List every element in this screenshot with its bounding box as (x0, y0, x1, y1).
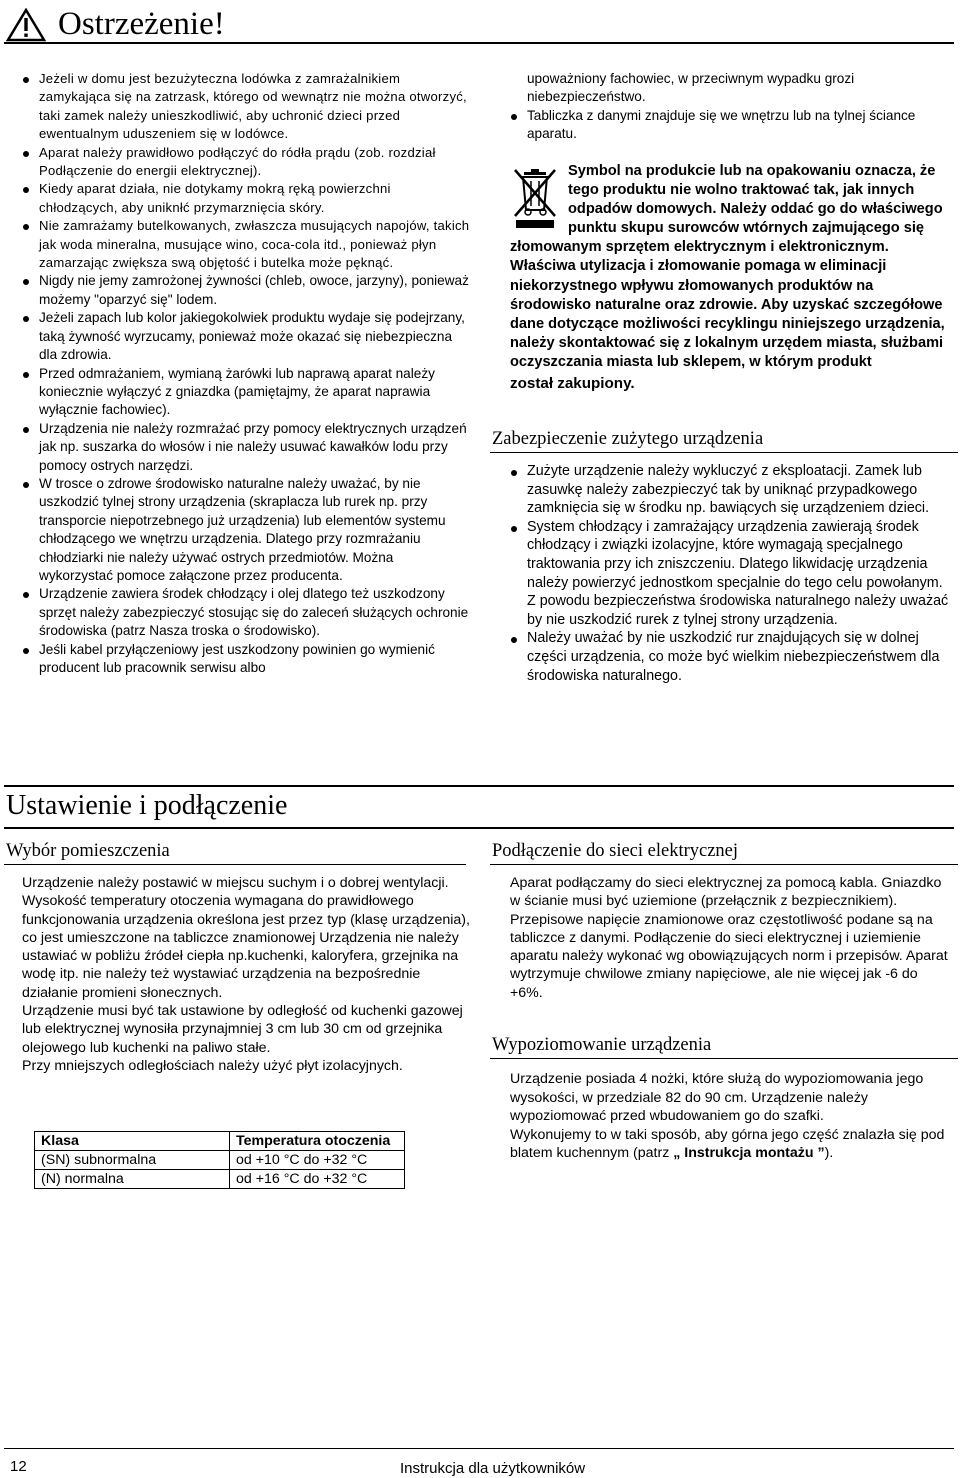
table-header: Klasa (35, 1132, 230, 1151)
list-item: Jeżeli w domu jest bezużyteczna lodówka z zamrażalnikiem zamykająca się na zatrzask, którego od wewnątrz nie można otworzyć, taki zamek należy unieszkodliwić, aby uchronić dzieci przed ewentualnym uduszeniem się w lodówce. (22, 70, 470, 144)
warning-header (4, 4, 954, 44)
crossed-bin-icon (512, 166, 558, 230)
paragraph (510, 1126, 950, 1163)
warning-triangle-icon (6, 8, 46, 42)
warning-right-column (510, 70, 950, 144)
disposal-heading (490, 426, 958, 453)
paragraph: Wysokość temperatury otoczenia wymagana do prawidłowego funkcjonowania urządzenia określona jest przez typ (klasę urządzenia), co jest umieszczone na tabliczce znamionowej Urządzenia nie należy ustawiać w pobliżu źródeł ciepła np.kuchenki, kaloryfera, grzejnika na wodę itp. nie należy też wystawiać urządzenia na bezpośrednie działanie promieni słonecznych. (22, 893, 470, 1001)
room-heading-text: Wybór pomieszczenia (6, 841, 170, 861)
table-row (35, 1170, 405, 1189)
list-item: Nigdy nie jemy zamrożonej żywności (chleb, owoce, jarzyny), ponieważ możemy "oparzyć się" lodem. (22, 272, 470, 309)
leveling-heading-text: Wypoziomowanie urządzenia (492, 1035, 712, 1055)
list-item-text: System chłodzący i zamrażający urządzenia zawierają środek chłodzący i związki izolacyjne, które wymagają specjalnego traktowania przy ich zniszczeniu. Dlatego likwidację urządzenia należy powierzyć jednostkom specjalnie do tego celu powołanym. (527, 518, 943, 591)
paragraph: Aparat podłączamy do sieci elektrycznej za pomocą kabla. Gniazdko w ścianie musi być uziemione (przełącznik z bezpiecznikiem). (510, 875, 942, 910)
manual-reference: „ Instrukcja montażu ” (673, 1145, 825, 1162)
list-item: Przed odmrażaniem, wymianą żarówki lub naprawą aparat należy koniecznie wyłączyć z gniazdka (pamiętajmy, że aparat naprawia wyłącznie fachowiec). (22, 365, 470, 420)
paragraph: Urządzenie należy postawić w miejscu suchym i o dobrej wentylacji. (22, 875, 449, 891)
room-heading (4, 838, 466, 865)
table-header: Temperatura otoczenia (230, 1132, 405, 1151)
page-number: 12 (10, 1458, 27, 1475)
paragraph: Przy mniejszych odległościach należy użyć płyt izolacyjnych. (22, 1057, 403, 1074)
list-item: W trosce o zdrowe środowisko naturalne należy uważać, by nie uszkodzić tylnej strony urządzenia (skraplacza lub rurek np. przy transporcie niepotrzebnego już urządzenia) lub elementów systemu chłodzącego we wnętrzu urządzenia. Dlatego przy rozmrażaniu chłodziarki nie należy używać ostrych przedmiotów. Można wykorzystać pomoce załączone przez producenta. (22, 475, 470, 585)
list-item: Urządzenie zawiera środek chłodzący i olej dlatego też uszkodzony sprzęt należy zabezpieczyć stosując się do zaleceń służących ochronie środowiska (patrz Nasza troska o środowisko). (22, 585, 470, 640)
list-item: Aparat należy prawidłowo podłączyć do ródła prądu (zob. rozdział Podłączenie do energii elektrycznej). (22, 144, 470, 181)
setup-heading (4, 785, 954, 829)
footer-title: Instrukcja dla użytkowników (400, 1460, 586, 1477)
warning-left-column (22, 70, 470, 677)
room-text (22, 874, 472, 1075)
weee-notice (510, 162, 950, 396)
continued-text: upoważniony fachowiec, w przeciwnym wypadku grozi niebezpieczeństwo. (527, 71, 855, 105)
paragraph: Urządzenie posiada 4 nożki, które służą do wypoziomowania jego wysokości, w przedziale 82 do 90 cm. Urządzenie należy wypoziomować przed wbudowaniem go do szafki. (510, 1071, 924, 1125)
list-item-extra: Z powodu bezpieczeństwa środowiska naturalnego należy uważać by nie uszkodzić rurek z tylnej strony urządzenia. (527, 593, 949, 628)
table-header-row (35, 1132, 405, 1151)
electrical-text (510, 874, 950, 1002)
climate-class-table (34, 1131, 405, 1189)
footer-divider (4, 1448, 954, 1449)
table-cell: od +16 °C do +32 °C (230, 1170, 405, 1189)
list-item: Jeżeli zapach lub kolor jakiegokolwiek produktu wydaje się podejrzany, taką żywność wyrzucamy, ponieważ może okazać się niebezpieczna dla zdrowia. (22, 309, 470, 364)
electrical-heading (490, 838, 958, 865)
paragraph-text-end: ). (824, 1145, 834, 1162)
weee-text: Symbol na produkcie lub na opakowaniu oznacza, że tego produktu nie wolno traktować tak, jak innych odpadów domowych. Należy oddać go do właściwego punktu skupu surowców wtórnych zajmującego się złomowanym sprzętem elektrycznym i elektronicznym. Właściwa utylizacja i złomowanie pomaga w eliminacji niekorzystnego wpływu złomowanych produktów na środowisko naturalne oraz zdrowie. Aby uzyskać szczegółowe dane dotyczące możliwości recyklingu niniejszego urządzenia, należy skontaktować się z lokalnym urzędem miasta, służbami oczyszczania miasta lub sklepem, w którym produkt (510, 163, 945, 370)
list-item: Tabliczka z danymi znajduje się we wnętrzu lub na tylnej ściance aparatu. (510, 107, 950, 144)
disposal-list (510, 462, 950, 685)
setup-heading-text: Ustawienie i podłączenie (6, 790, 288, 821)
table-cell: (N) normalna (35, 1170, 230, 1189)
list-item: Nie zamrażamy butelkowanych, zwłaszcza musujących napojów, takich jak woda mineralna, musujące wino, coca-cola itd., ponieważ płyn zamarzając zwiększa swą objętość i butelka może pęknąć. (22, 217, 470, 272)
leveling-heading (490, 1032, 958, 1059)
table-cell: od +10 °C do +32 °C (230, 1151, 405, 1170)
paragraph: Urządzenie musi być tak ustawione by odległość od kuchenki gazowej lub elektrycznej wynosiła przynajmniej 3 cm lub 30 cm od grzejnika olejowego lub kuchenki na paliwo stałe. (22, 1003, 463, 1056)
disposal-heading-text: Zabezpieczenie zużytego urządzenia (492, 429, 764, 449)
leveling-text (510, 1070, 950, 1163)
list-item: Jeśli kabel przyłączeniowy jest uszkodzony powinien go wymienić producent lub pracownik serwisu albo (22, 641, 470, 678)
warning-title: Ostrzeżenie! (58, 6, 225, 42)
weee-text-end: został zakupiony. (510, 375, 635, 393)
list-item: Należy uważać by nie uszkodzić rur znajdujących się w dolnej części urządzenia, co może być wielkim niebezpieczeństwem dla środowiska naturalnego. (510, 629, 950, 685)
paragraph: Przepisowe napięcie znamionowe oraz częstotliwość podane są na tabliczce z danymi. Podłączenie do sieci elektrycznej i uziemienie aparatu należy wykonać wg obowiązujących norm i przepisów. Aparat wytrzymuje chwilowe zmiany napięciowe, ale nie więcej jak -6 do +6%. (510, 911, 948, 1001)
list-item: Zużyte urządzenie należy wykluczyć z eksploatacji. Zamek lub zasuwkę należy zabezpieczyć tak by uniknąć przypadkowego zamknięcia się w środku np. bawiących się urządzeniem dzieci. (510, 462, 950, 518)
electrical-heading-text: Podłączenie do sieci elektrycznej (492, 841, 739, 861)
table-row (35, 1151, 405, 1170)
list-item (510, 518, 950, 630)
paragraph-text: Wykonujemy to w taki sposób, aby górna jego część znalazła się pod blatem kuchennym (patrz (510, 1126, 945, 1162)
list-item: Urządzenia nie należy rozmrażać przy pomocy elektrycznych urządzeń jak np. suszarka do włosów i nie należy usuwać kawałków lodu przy pomocy ostrych narzędzi. (22, 420, 470, 475)
table-cell: (SN) subnormalna (35, 1151, 230, 1170)
list-item: Kiedy aparat działa, nie dotykamy mokrą ręką powierzchni chłodzących, aby uniknłć przymarznięcia skóry. (22, 180, 470, 217)
